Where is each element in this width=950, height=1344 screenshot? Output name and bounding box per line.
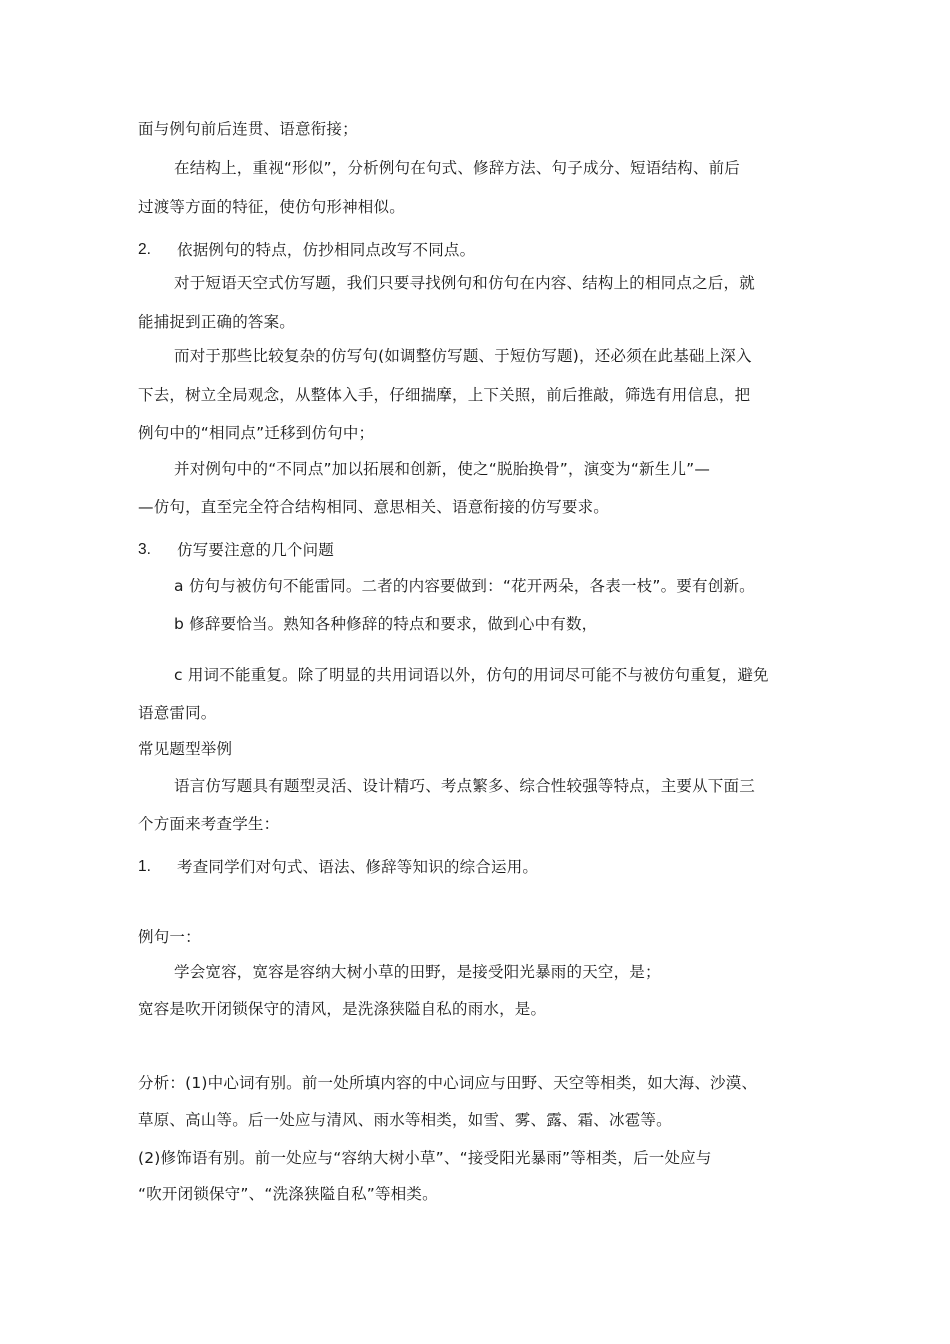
- text-line: 并对例句中的“不同点”加以拓展和创新，使之“脱胎换骨”，演变为“新生儿”—: [174, 460, 711, 478]
- list-number: 1.: [138, 858, 151, 875]
- text-line: 例句中的“相同点”迁移到仿句中；: [138, 424, 375, 442]
- list-item-text: 考查同学们对句式、语法、修辞等知识的综合运用。: [177, 858, 539, 876]
- text-line: —仿句，直至完全符合结构相同、意思相关、语意衔接的仿写要求。: [138, 498, 610, 516]
- text-line: 对于短语天空式仿写题，我们只要寻找例句和仿句在内容、结构上的相同点之后，就: [174, 274, 755, 292]
- list-number: 2.: [138, 241, 151, 258]
- text-line: b 修辞要恰当。熟知各种修辞的特点和要求，做到心中有数，: [174, 615, 598, 633]
- text-line: “吹开闭锁保守”、“洗涤狭隘自私”等相类。: [138, 1185, 438, 1203]
- text-line: 面与例句前后连贯、语意衔接；: [138, 120, 358, 138]
- list-item-text: 仿写要注意的几个问题: [177, 541, 335, 559]
- section-heading: 常见题型举例: [138, 740, 233, 758]
- text-line: a 仿句与被仿句不能雷同。二者的内容要做到：“花开两朵，各表一枝”。要有创新。: [174, 577, 755, 595]
- text-line: 语言仿写题具有题型灵活、设计精巧、考点繁多、综合性较强等特点，主要从下面三: [174, 777, 755, 795]
- text-line: 语意雷同。: [138, 704, 217, 722]
- list-number: 3.: [138, 541, 151, 558]
- text-line: c 用词不能重复。除了明显的共用词语以外，仿句的用词尽可能不与被仿句重复，避免: [174, 666, 769, 684]
- text-line: 分析：(1)中心词有别。前一处所填内容的中心词应与田野、天空等相类，如大海、沙漠、: [138, 1074, 758, 1092]
- list-item-text: 依据例句的特点，仿抄相同点改写不同点。: [177, 241, 476, 259]
- text-line: 下去，树立全局观念，从整体入手，仔细揣摩，上下关照，前后推敲，筛选有用信息，把: [138, 386, 751, 404]
- text-line: 在结构上，重视“形似”，分析例句在句式、修辞方法、句子成分、短语结构、前后: [174, 159, 740, 177]
- text-line: 个方面来考查学生：: [138, 815, 280, 833]
- text-line: (2)修饰语有别。前一处应与“容纳大树小草”、“接受阳光暴雨”等相类，后一处应与: [138, 1149, 712, 1167]
- example-heading: 例句一：: [138, 928, 201, 946]
- text-line: 学会宽容，宽容是容纳大树小草的田野，是接受阳光暴雨的天空，是；: [174, 963, 661, 981]
- text-line: 过渡等方面的特征，使仿句形神相似。: [138, 198, 405, 216]
- text-line: 能捕捉到正确的答案。: [138, 313, 296, 331]
- text-line: 草原、高山等。后一处应与清风、雨水等相类，如雪、雾、露、霜、冰雹等。: [138, 1111, 672, 1129]
- text-line: 而对于那些比较复杂的仿写句(如调整仿写题、于短仿写题)，还必须在此基础上深入: [174, 347, 752, 365]
- text-line: 宽容是吹开闭锁保守的清风，是洗涤狭隘自私的雨水，是。: [138, 1000, 547, 1018]
